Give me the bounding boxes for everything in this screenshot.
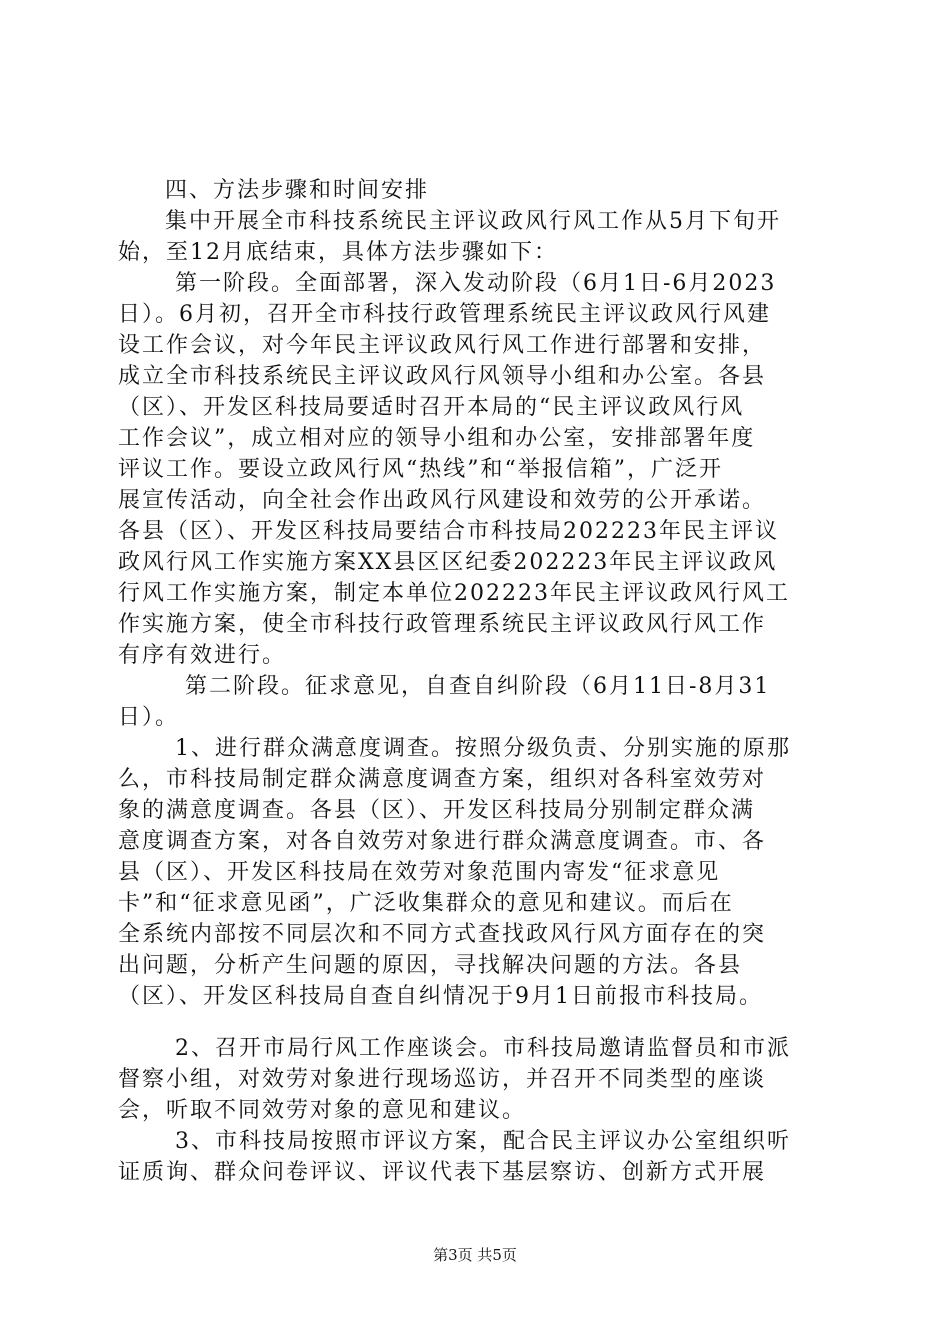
- paragraph-line: 作实施方案，使全市科技行政管理系统民主评议政风行风工作: [118, 612, 767, 637]
- paragraph-line: 2、召开市局行风工作座谈会。市科技局邀请监督员和市派: [175, 1036, 791, 1061]
- paragraph-line: 集中开展全市科技系统民主评议政风行风工作从5月下旬开: [165, 209, 781, 234]
- paragraph-line: 卡”和“征求意见函”，广泛收集群众的意见和建议。而后在: [118, 891, 734, 916]
- paragraph-line: 1、进行群众满意度调查。按照分级负责、分别实施的原那: [175, 736, 791, 761]
- paragraph-line: 成立全市科技系统民主评议政风行风领导小组和办公室。各县: [118, 364, 767, 389]
- paragraph-line: 工作会议”，成立相对应的领导小组和办公室，安排部署年度: [118, 426, 756, 451]
- paragraph-line: 日）。6月初，召开全市科技行政管理系统民主评议政风行风建: [118, 302, 771, 327]
- paragraph-line: 始，至12月底结束，具体方法步骤如下：: [118, 240, 558, 265]
- paragraph-line: （区）、开发区科技局自查自纠情况于9月1日前报市科技局。: [118, 984, 763, 1009]
- page-number-footer: 第3页 共5页: [433, 1246, 517, 1264]
- paragraph-line: 出问题，分析产生问题的原因，寻找解决问题的方法。各县: [118, 953, 743, 978]
- section-heading: 四、方法步骤和时间安排: [165, 178, 430, 203]
- paragraph-line: 有序有效进行。: [118, 643, 287, 668]
- paragraph-line: 督察小组，对效劳对象进行现场巡访，并召开不同类型的座谈: [118, 1067, 767, 1092]
- paragraph-line: 展宣传活动，向全社会作出政风行风建设和效劳的公开承诺。: [118, 488, 767, 513]
- paragraph-line: 么，市科技局制定群众满意度调查方案，组织对各科室效劳对: [118, 767, 767, 792]
- paragraph-line: 行风工作实施方案，制定本单位202223年民主评议政风行风工: [118, 581, 790, 606]
- paragraph-line: 日）。: [118, 705, 180, 730]
- paragraph-line: 设工作会议，对今年民主评议政风行风工作进行部署和安排，: [118, 333, 767, 358]
- paragraph-line: （区）、开发区科技局要适时召开本局的“民主评议政风行风: [118, 395, 745, 420]
- paragraph-line: 各县（区）、开发区科技局要结合市科技局202223年民主评议: [118, 519, 779, 544]
- paragraph-line: 评议工作。要设立政风行风“热线”和“举报信箱”，广泛开: [118, 457, 723, 482]
- paragraph-line: 证质询、群众问卷评议、评议代表下基层察访、创新方式开展: [118, 1160, 767, 1185]
- paragraph-line: 意度调查方案，对各自效劳对象进行群众满意度调查。市、各: [118, 829, 767, 854]
- paragraph-line: 第二阶段。征求意见，自查自纠阶段（6月11日-8月31: [185, 674, 771, 699]
- paragraph-line: 县（区）、开发区科技局在效劳对象范围内寄发“征求意见: [118, 860, 721, 885]
- paragraph-line: 象的满意度调查。各县（区）、开发区科技局分别制定群众满: [118, 798, 756, 823]
- paragraph-line: 全系统内部按不同层次和不同方式查找政风行风方面存在的突: [118, 922, 767, 947]
- paragraph-line: 政风行风工作实施方案XX县区区纪委202223年民主评议政风: [118, 550, 778, 575]
- paragraph-line: 3、市科技局按照市评议方案，配合民主评议办公室组织听: [175, 1129, 791, 1154]
- paragraph-line: 第一阶段。全面部署，深入发动阶段（6月1日-6月2023: [175, 271, 777, 296]
- paragraph-line: 会，听取不同效劳对象的意见和建议。: [118, 1098, 527, 1123]
